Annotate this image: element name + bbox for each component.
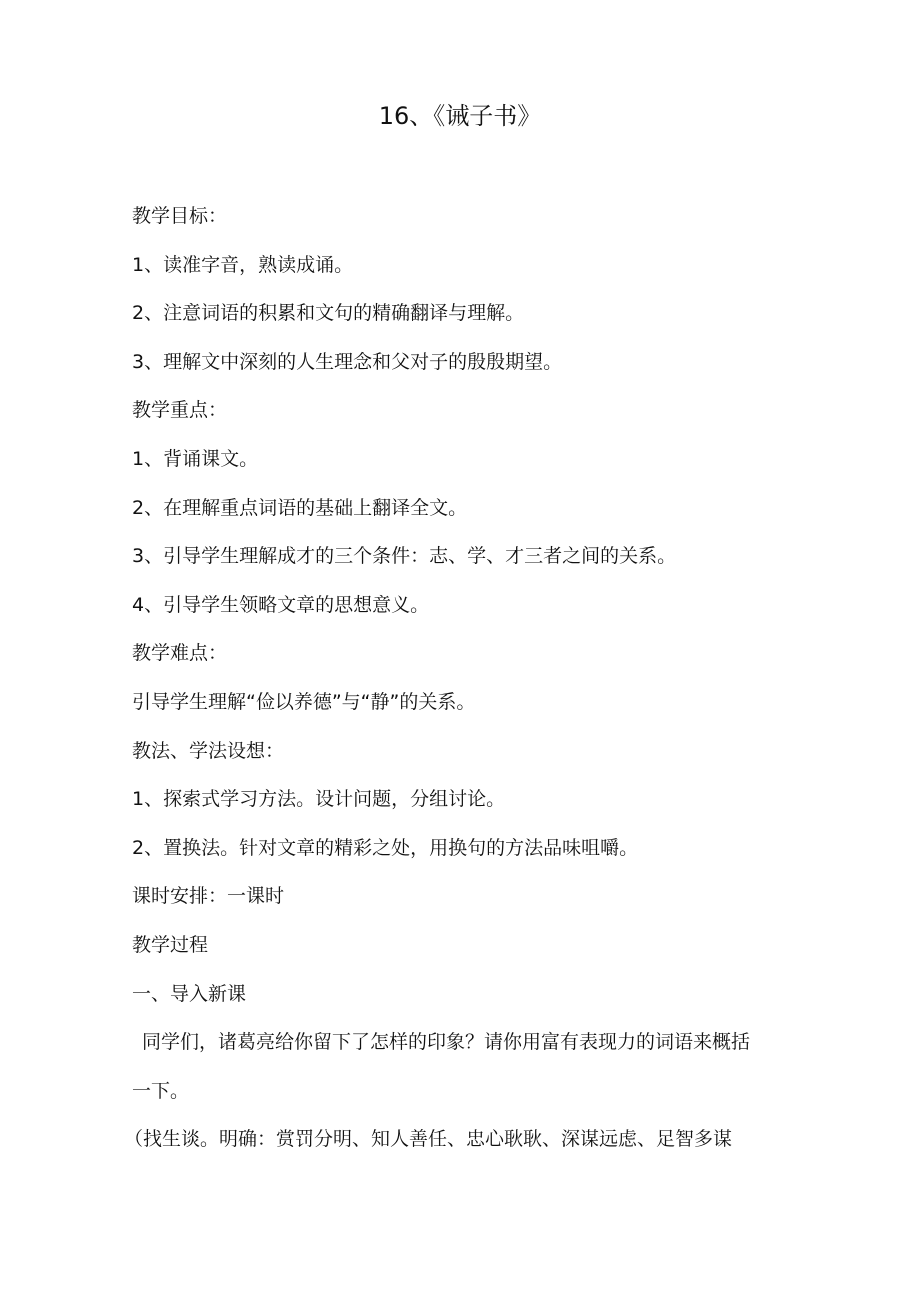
key-point-item-1: 1、背诵课文。 bbox=[132, 447, 259, 470]
heading-key-points: 教学重点： bbox=[132, 399, 228, 422]
method-item-1: 1、探索式学习方法。设计问题，分组讨论。 bbox=[132, 788, 506, 811]
heading-difficulties: 教学难点： bbox=[132, 642, 228, 665]
paragraph-line: 同学们，诸葛亮给你留下了怎样的印象？请你用富有表现力的词语来概括 bbox=[142, 1031, 751, 1054]
document-body bbox=[124, 192, 792, 1164]
goal-item-1: 1、读准字音，熟读成诵。 bbox=[132, 253, 354, 276]
key-point-item-4: 4、引导学生领略文章的思想意义。 bbox=[132, 593, 430, 616]
document-title: 16、《诫子书》 bbox=[378, 102, 542, 130]
paragraph-line: （找生谈。明确：赏罚分明、知人善任、忠心耿耿、深谋远虑、足智多谋 bbox=[124, 1128, 733, 1151]
heading-teaching-goals: 教学目标： bbox=[132, 205, 228, 227]
section-introduction: 一、导入新课 bbox=[132, 982, 247, 1005]
goal-item-2: 2、注意词语的积累和文句的精确翻译与理解。 bbox=[132, 302, 525, 325]
paragraph-line: 一下。 bbox=[132, 1079, 190, 1102]
goal-item-3: 3、理解文中深刻的人生理念和父对子的殷殷期望。 bbox=[132, 350, 563, 373]
key-point-item-3: 3、引导学生理解成才的三个条件：志、学、才三者之间的关系。 bbox=[132, 545, 677, 568]
difficulty-item: 引导学生理解“俭以养德”与“静”的关系。 bbox=[132, 690, 476, 713]
heading-process: 教学过程 bbox=[132, 933, 209, 956]
key-point-item-2: 2、在理解重点词语的基础上翻译全文。 bbox=[132, 496, 468, 519]
heading-methods: 教法、学法设想： bbox=[132, 739, 285, 762]
method-item-2: 2、置换法。针对文章的精彩之处，用换句的方法品味咀嚼。 bbox=[132, 836, 639, 859]
schedule-line: 课时安排：一课时 bbox=[132, 885, 285, 908]
